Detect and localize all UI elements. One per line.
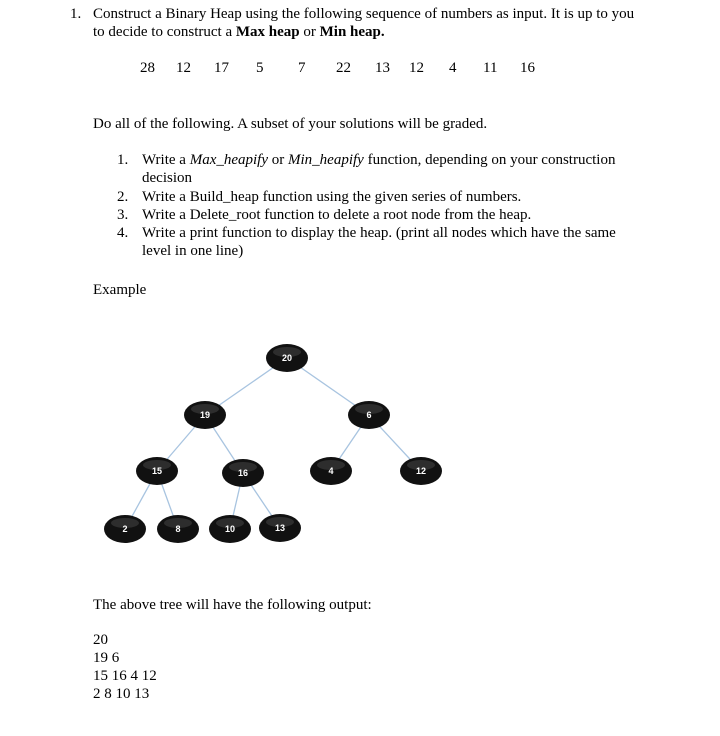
- tree-node-label: 4: [328, 466, 334, 476]
- min-heap-term: Min heap.: [319, 24, 385, 40]
- min-heapify-term: Min_heapify: [288, 152, 364, 168]
- task-number: 4.: [117, 225, 129, 241]
- task-text-prefix: Write a: [142, 152, 190, 168]
- sequence-number: 12: [409, 60, 424, 76]
- sequence-number: 7: [298, 60, 306, 76]
- sequence-number: 5: [256, 60, 264, 76]
- task-number: 3.: [117, 207, 129, 223]
- tree-node-label: 15: [151, 466, 163, 476]
- tree-node: [400, 457, 442, 485]
- tree-node-label: 20: [281, 353, 293, 363]
- tree-node: [310, 457, 352, 485]
- tree-node-label: 6: [366, 410, 372, 420]
- tree-node-label: 10: [224, 524, 236, 534]
- task-text-continuation: level in one line): [142, 243, 244, 259]
- sequence-number: 28: [140, 60, 155, 76]
- tree-node-label: 8: [175, 524, 181, 534]
- output-line: 20: [93, 632, 108, 648]
- task-text: Write a Build_heap function using the given series of numbers.: [142, 189, 522, 205]
- tree-node: [209, 515, 251, 543]
- heap-tree-diagram: [0, 330, 720, 560]
- question-text-line1: Construct a Binary Heap using the following sequence of numbers as input. It is up to you: [93, 6, 635, 22]
- instruction-text: Do all of the following. A subset of your solutions will be graded.: [93, 116, 488, 132]
- tree-node-label: 12: [415, 466, 427, 476]
- tree-node-label: 16: [237, 468, 249, 478]
- max-heap-term: Max heap: [235, 24, 300, 40]
- tree-edges: [125, 358, 421, 529]
- tree-node: [157, 515, 199, 543]
- sequence-number: 13: [375, 60, 390, 76]
- output-line: 2 8 10 13: [93, 686, 150, 702]
- task-number: 1.: [117, 152, 129, 168]
- task-text-mid: or: [268, 152, 289, 168]
- task-text-suffix: function, depending on your construction: [363, 152, 616, 168]
- output-line: 19 6: [93, 650, 120, 666]
- tree-nodes: [104, 344, 442, 543]
- question-line2-mid: or: [299, 24, 320, 40]
- output-line: 15 16 4 12: [93, 668, 157, 684]
- task-text-continuation: decision: [142, 170, 192, 186]
- sequence-number: 12: [176, 60, 191, 76]
- sequence-number: 4: [449, 60, 457, 76]
- task-text: [142, 152, 615, 169]
- tree-node: [136, 457, 178, 485]
- tree-node-label: 19: [199, 410, 211, 420]
- sequence-number: 22: [336, 60, 351, 76]
- tree-node: [348, 401, 390, 429]
- example-label: Example: [93, 282, 147, 298]
- tree-node: [222, 459, 264, 487]
- task-text: Write a print function to display the heap. (print all nodes which have the same: [142, 225, 616, 241]
- task-number: 2.: [117, 189, 129, 205]
- question-line2-prefix: to decide to construct a: [93, 24, 236, 40]
- question-text-line2: [93, 24, 385, 41]
- tree-node-label: 13: [274, 523, 286, 533]
- output-intro-text: The above tree will have the following output:: [93, 597, 372, 613]
- tree-node-label: 2: [122, 524, 128, 534]
- max-heapify-term: Max_heapify: [189, 152, 269, 168]
- tree-node: [184, 401, 226, 429]
- tree-node: [104, 515, 146, 543]
- tree-node: [266, 344, 308, 372]
- tree-node: [259, 514, 301, 542]
- question-number: 1.: [70, 6, 82, 22]
- sequence-number: 16: [520, 60, 535, 76]
- sequence-number: 11: [483, 60, 498, 76]
- sequence-number: 17: [214, 60, 229, 76]
- task-text: Write a Delete_root function to delete a root node from the heap.: [142, 207, 532, 223]
